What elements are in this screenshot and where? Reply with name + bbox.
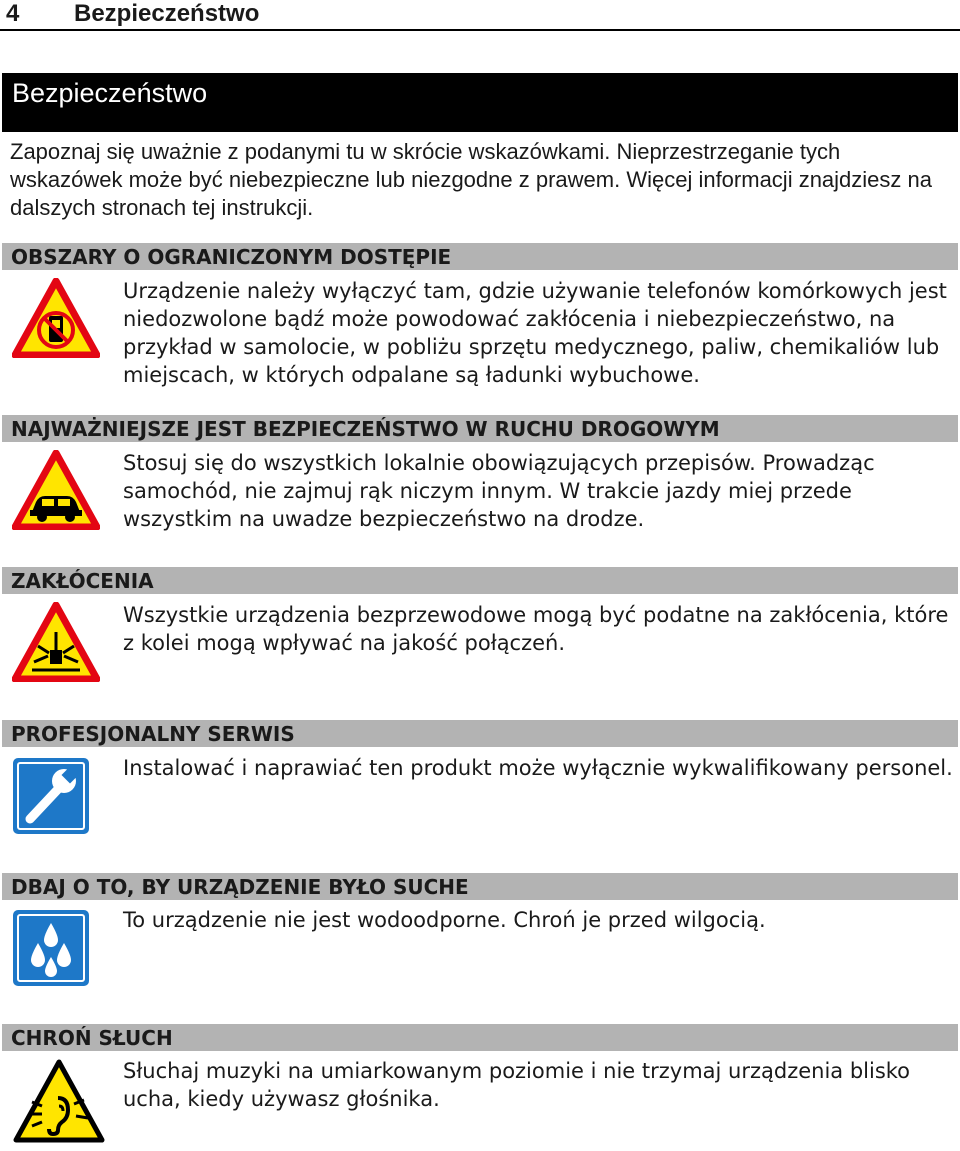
car-warning-icon bbox=[12, 450, 100, 530]
page-header bbox=[0, 0, 960, 31]
section-text-hearing: Słuchaj muzyki na umiarkowanym poziomie i nie trzymaj urządzenia blisko ucha, kiedy używasz głośnika. bbox=[123, 1059, 911, 1111]
hearing-warning-icon bbox=[12, 1058, 106, 1144]
section-text-road-safety: Stosuj się do wszystkich lokalnie obowiązujących przepisów. Prowadząc samochód, nie zajmuj rąk niczym innym. W trakcie jazdy miej przede wszystkim na uwadze bezpieczeństwo na drodze. bbox=[123, 451, 875, 531]
water-drops-icon bbox=[12, 909, 90, 987]
section-heading-restricted-areas: OBSZARY O OGRANICZONYM DOSTĘPIE bbox=[2, 243, 958, 270]
wrench-icon bbox=[12, 757, 90, 835]
section-text-service: Instalować i naprawiać ten produkt może wyłącznie wykwalifikowany personel. bbox=[123, 756, 953, 780]
section-heading-keep-dry: DBAJ O TO, BY URZĄDZENIE BYŁO SUCHE bbox=[2, 873, 958, 900]
section-heading-road-safety: NAJWAŻNIEJSZE JEST BEZPIECZEŃSTWO W RUCHU DROGOWYM bbox=[2, 415, 958, 442]
section-text-interference: Wszystkie urządzenia bezprzewodowe mogą być podatne na zakłócenia, które z kolei mogą wpływać na jakość połączeń. bbox=[123, 603, 949, 655]
section-heading-interference: ZAKŁÓCENIA bbox=[2, 567, 958, 594]
section-text-keep-dry: To urządzenie nie jest wodoodporne. Chroń je przed wilgocią. bbox=[123, 908, 766, 932]
no-phone-warning-icon bbox=[12, 278, 100, 358]
chapter-title: Bezpieczeństwo bbox=[12, 78, 208, 108]
section-heading-hearing: CHROŃ SŁUCH bbox=[2, 1024, 958, 1051]
intro-paragraph: Zapoznaj się uważnie z podanymi tu w skrócie wskazówkami. Nieprzestrzeganie tych wskazówek może być niebezpieczne lub niezgodne z prawem. Więcej informacji znajdziesz na dalszych stronach tej instrukcji. bbox=[10, 139, 932, 220]
page-number: 4 bbox=[6, 0, 20, 27]
section-text-restricted-areas: Urządzenie należy wyłączyć tam, gdzie używanie telefonów komórkowych jest niedozwolone bądź może powodować zakłócenia i niebezpieczeństwo, na przykład w samolocie, w pobliżu sprzętu medycznego, paliw, chemikaliów lub miejscach, w których odpalane są ładunki wybuchowe. bbox=[123, 279, 947, 387]
section-heading-service: PROFESJONALNY SERWIS bbox=[2, 720, 958, 747]
interference-warning-icon bbox=[12, 602, 100, 682]
running-header-title: Bezpieczeństwo bbox=[74, 0, 260, 27]
chapter-title-bar bbox=[2, 73, 958, 132]
